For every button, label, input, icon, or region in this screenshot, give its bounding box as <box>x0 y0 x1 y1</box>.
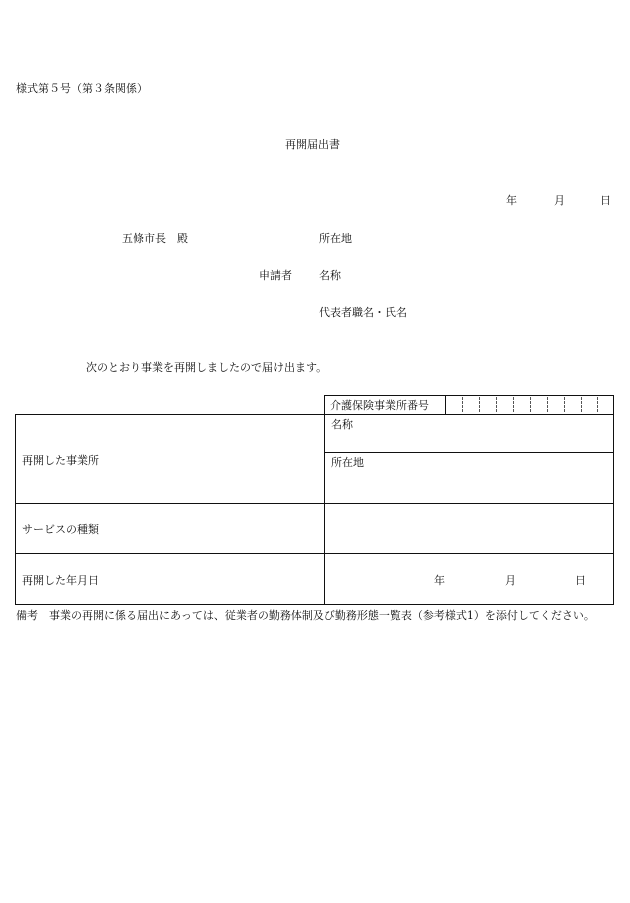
reopened-office-label: 再開した事業所 <box>22 454 99 467</box>
digit-separator <box>513 397 514 412</box>
reopen-month-label: 月 <box>505 574 516 587</box>
digit-separator <box>564 397 565 412</box>
table-line <box>15 503 614 504</box>
digit-separator <box>530 397 531 412</box>
table-line <box>324 395 325 605</box>
applicant-location-label: 所在地 <box>319 232 352 245</box>
digit-separator <box>597 397 598 412</box>
addressee: 五條市長 殿 <box>122 232 188 245</box>
table-line <box>15 414 614 415</box>
digit-separator <box>462 397 463 412</box>
digit-separator <box>581 397 582 412</box>
table-line <box>15 414 16 605</box>
service-type-label: サービスの種類 <box>22 523 99 536</box>
document-title: 再開届出書 <box>285 138 340 151</box>
statement-text: 次のとおり事業を再開しましたので届け出ます。 <box>86 361 328 374</box>
table-line <box>445 395 446 415</box>
table-line <box>324 452 614 453</box>
reopen-day-label: 日 <box>575 574 586 587</box>
table-line <box>15 553 614 554</box>
digit-separator <box>496 397 497 412</box>
table-line <box>324 395 614 396</box>
applicant-label: 申請者 <box>259 269 292 282</box>
representative-label: 代表者職名・氏名 <box>319 306 407 319</box>
remarks-note: 備考 事業の再開に係る届出にあっては、従業者の勤務体制及び勤務形態一覧表（参考様式1）を添付してください。 <box>16 609 595 622</box>
form-number: 様式第５号（第３条関係） <box>16 82 148 95</box>
office-address-label: 所在地 <box>331 456 364 469</box>
table-line <box>15 604 614 605</box>
office-number-label: 介護保険事業所番号 <box>330 399 429 412</box>
digit-separator <box>547 397 548 412</box>
reopen-date-label: 再開した年月日 <box>22 574 99 587</box>
applicant-name-label: 名称 <box>319 269 341 282</box>
date-month-label: 月 <box>554 194 565 207</box>
date-year-label: 年 <box>506 194 517 207</box>
office-name-label: 名称 <box>331 418 353 431</box>
table-line <box>613 395 614 605</box>
reopen-year-label: 年 <box>434 574 445 587</box>
date-day-label: 日 <box>600 194 611 207</box>
digit-separator <box>479 397 480 412</box>
